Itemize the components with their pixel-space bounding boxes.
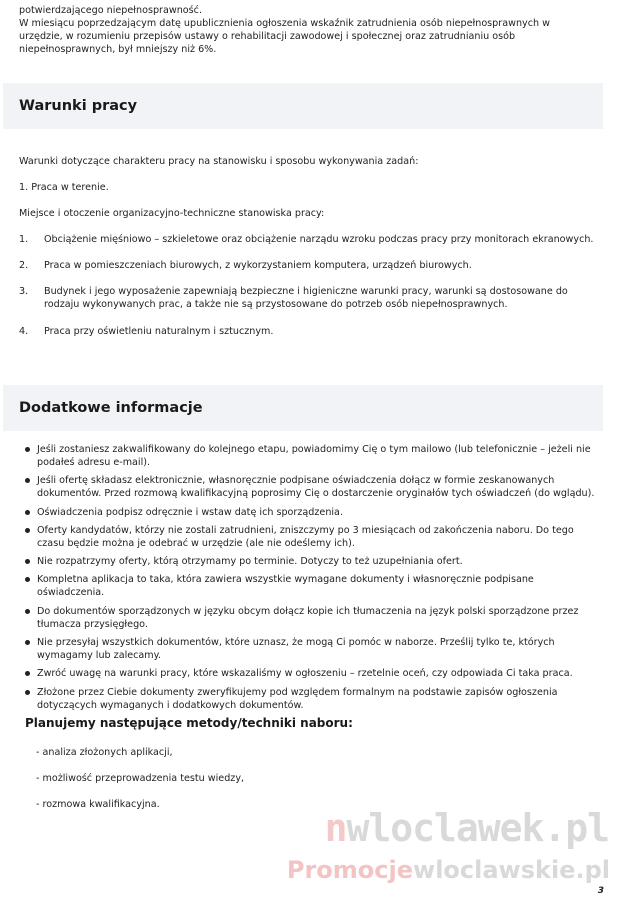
list-item: Oferty kandydatów, którzy nie zostali zatrudnieni, zniszczymy po 3 miesiącach od zakończenia naboru. Do tego czasu będzie można je odebrać w urzędzie (ale nie odeślemy ich).	[24, 524, 604, 550]
list-item: - analiza złożonych aplikacji,	[36, 747, 173, 758]
list-item: Nie rozpatrzymy oferty, którą otrzymamy po terminie. Dotyczy to też uzupełniania ofert.	[24, 555, 604, 568]
watermark-promo-word: Promocje	[286, 856, 414, 884]
list-item: Nie przesyłaj wszystkich dokumentów, które uznasz, że mogą Ci pomóc w naborze. Prześlij tylko te, których wymagamy lub zalecamy.	[24, 636, 604, 662]
section-title-working-conditions: Warunki pracy	[19, 97, 138, 114]
watermark-site: wloclawskie.pl	[413, 856, 610, 884]
intro-line-1: potwierdzającego niepełnosprawność.	[19, 5, 202, 16]
item-text: Praca w pomieszczeniach biurowych, z wykorzystaniem komputera, urządzeń biurowych.	[44, 260, 472, 271]
paragraph: 1. Praca w terenie.	[19, 182, 109, 193]
list-item: Jeśli ofertę składasz elektronicznie, własnoręcznie podpisane oświadczenia dołącz w formie zeskanowanych dokumentów. Przed rozmową kwalifikacyjną poprosimy Cię o dostarczenie oryginałów tych oświadczeń (do wglądu).	[24, 474, 604, 500]
intro-text	[19, 4, 589, 56]
section-title-additional-info: Dodatkowe informacje	[19, 399, 203, 416]
watermark-nwloclawek	[325, 808, 609, 848]
recruitment-methods-title: Planujemy następujące metody/techniki naboru:	[25, 716, 353, 730]
list-item: Kompletna aplikacja to taka, która zawiera wszystkie wymagane dokumenty i własnoręcznie podpisane oświadczenia.	[24, 573, 604, 599]
section-header-additional-info	[3, 385, 603, 431]
item-number: 4.	[19, 326, 29, 337]
item-number: 1.	[19, 234, 29, 245]
watermark-promocje	[287, 856, 610, 884]
list-item: Do dokumentów sporządzonych w języku obcym dołącz kopie ich tłumaczenia na język polski sporządzone przez tłumacza przysięgłego.	[24, 605, 604, 631]
paragraph: Warunki dotyczące charakteru pracy na stanowisku i sposobu wykonywania zadań:	[19, 156, 419, 167]
list-item: - rozmowa kwalifikacyjna.	[36, 799, 160, 810]
list-item: Oświadczenia podpisz odręcznie i wstaw datę ich sporządzenia.	[24, 506, 604, 519]
recruitment-methods-list	[36, 746, 244, 824]
environment-item-4	[19, 325, 604, 338]
working-conditions-lead	[19, 155, 604, 168]
watermark-letter-n: n	[324, 806, 347, 850]
list-item: Zwróć uwagę na warunki pracy, które wskazaliśmy w ogłoszeniu – rzetelnie oceń, czy odpowiada Ci taka praca.	[24, 667, 604, 680]
list-item: Złożone przez Ciebie dokumenty zweryfikujemy pod względem formalnym na podstawie zapisów ogłoszenia dotyczących wymaganych i dodatkowych dokumentów.	[24, 686, 604, 712]
environment-lead	[19, 207, 604, 220]
environment-item-2	[19, 259, 604, 272]
item-number: 2.	[19, 260, 29, 271]
list-item: - możliwość przeprowadzenia testu wiedzy,	[36, 773, 245, 784]
item-number: 3.	[19, 286, 29, 297]
page-number: 3	[597, 886, 604, 896]
working-conditions-item-1	[19, 181, 604, 194]
environment-item-1	[19, 233, 604, 246]
environment-item-3	[19, 285, 604, 311]
paragraph: Miejsce i otoczenie organizacyjno-techniczne stanowiska pracy:	[19, 208, 325, 219]
item-text: Obciążenie mięśniowo – szkieletowe oraz obciążenie narządu wzroku podczas pracy przy monitorach ekranowych.	[44, 234, 594, 245]
item-text: Budynek i jego wyposażenie zapewniają bezpieczne i higieniczne warunki pracy, warunki są dostosowane do rodzaju wykonywanych prac, a także nie są przystosowane do potrzeb osób niepełnosprawnych.	[44, 286, 568, 310]
item-text: Praca przy oświetleniu naturalnym i sztucznym.	[44, 326, 274, 337]
list-item: Jeśli zostaniesz zakwalifikowany do kolejnego etapu, powiadomimy Cię o tym mailowo (lub telefonicznie – jeżeli nie podałeś adresu e-mail).	[24, 443, 604, 469]
section-header-working-conditions	[3, 83, 603, 129]
watermark-domain: wloclawek.pl	[346, 806, 609, 850]
additional-info-list	[24, 443, 604, 717]
intro-line-2: W miesiącu poprzedzającym datę upublicznienia ogłoszenia wskaźnik zatrudnienia osób niepełnosprawnych w urzędzie, w rozumieniu przepisów ustawy o rehabilitacji zawodowej i społecznej oraz zatrudnianiu osób niepełnosprawnych, był mniejszy niż 6%.	[19, 18, 550, 55]
